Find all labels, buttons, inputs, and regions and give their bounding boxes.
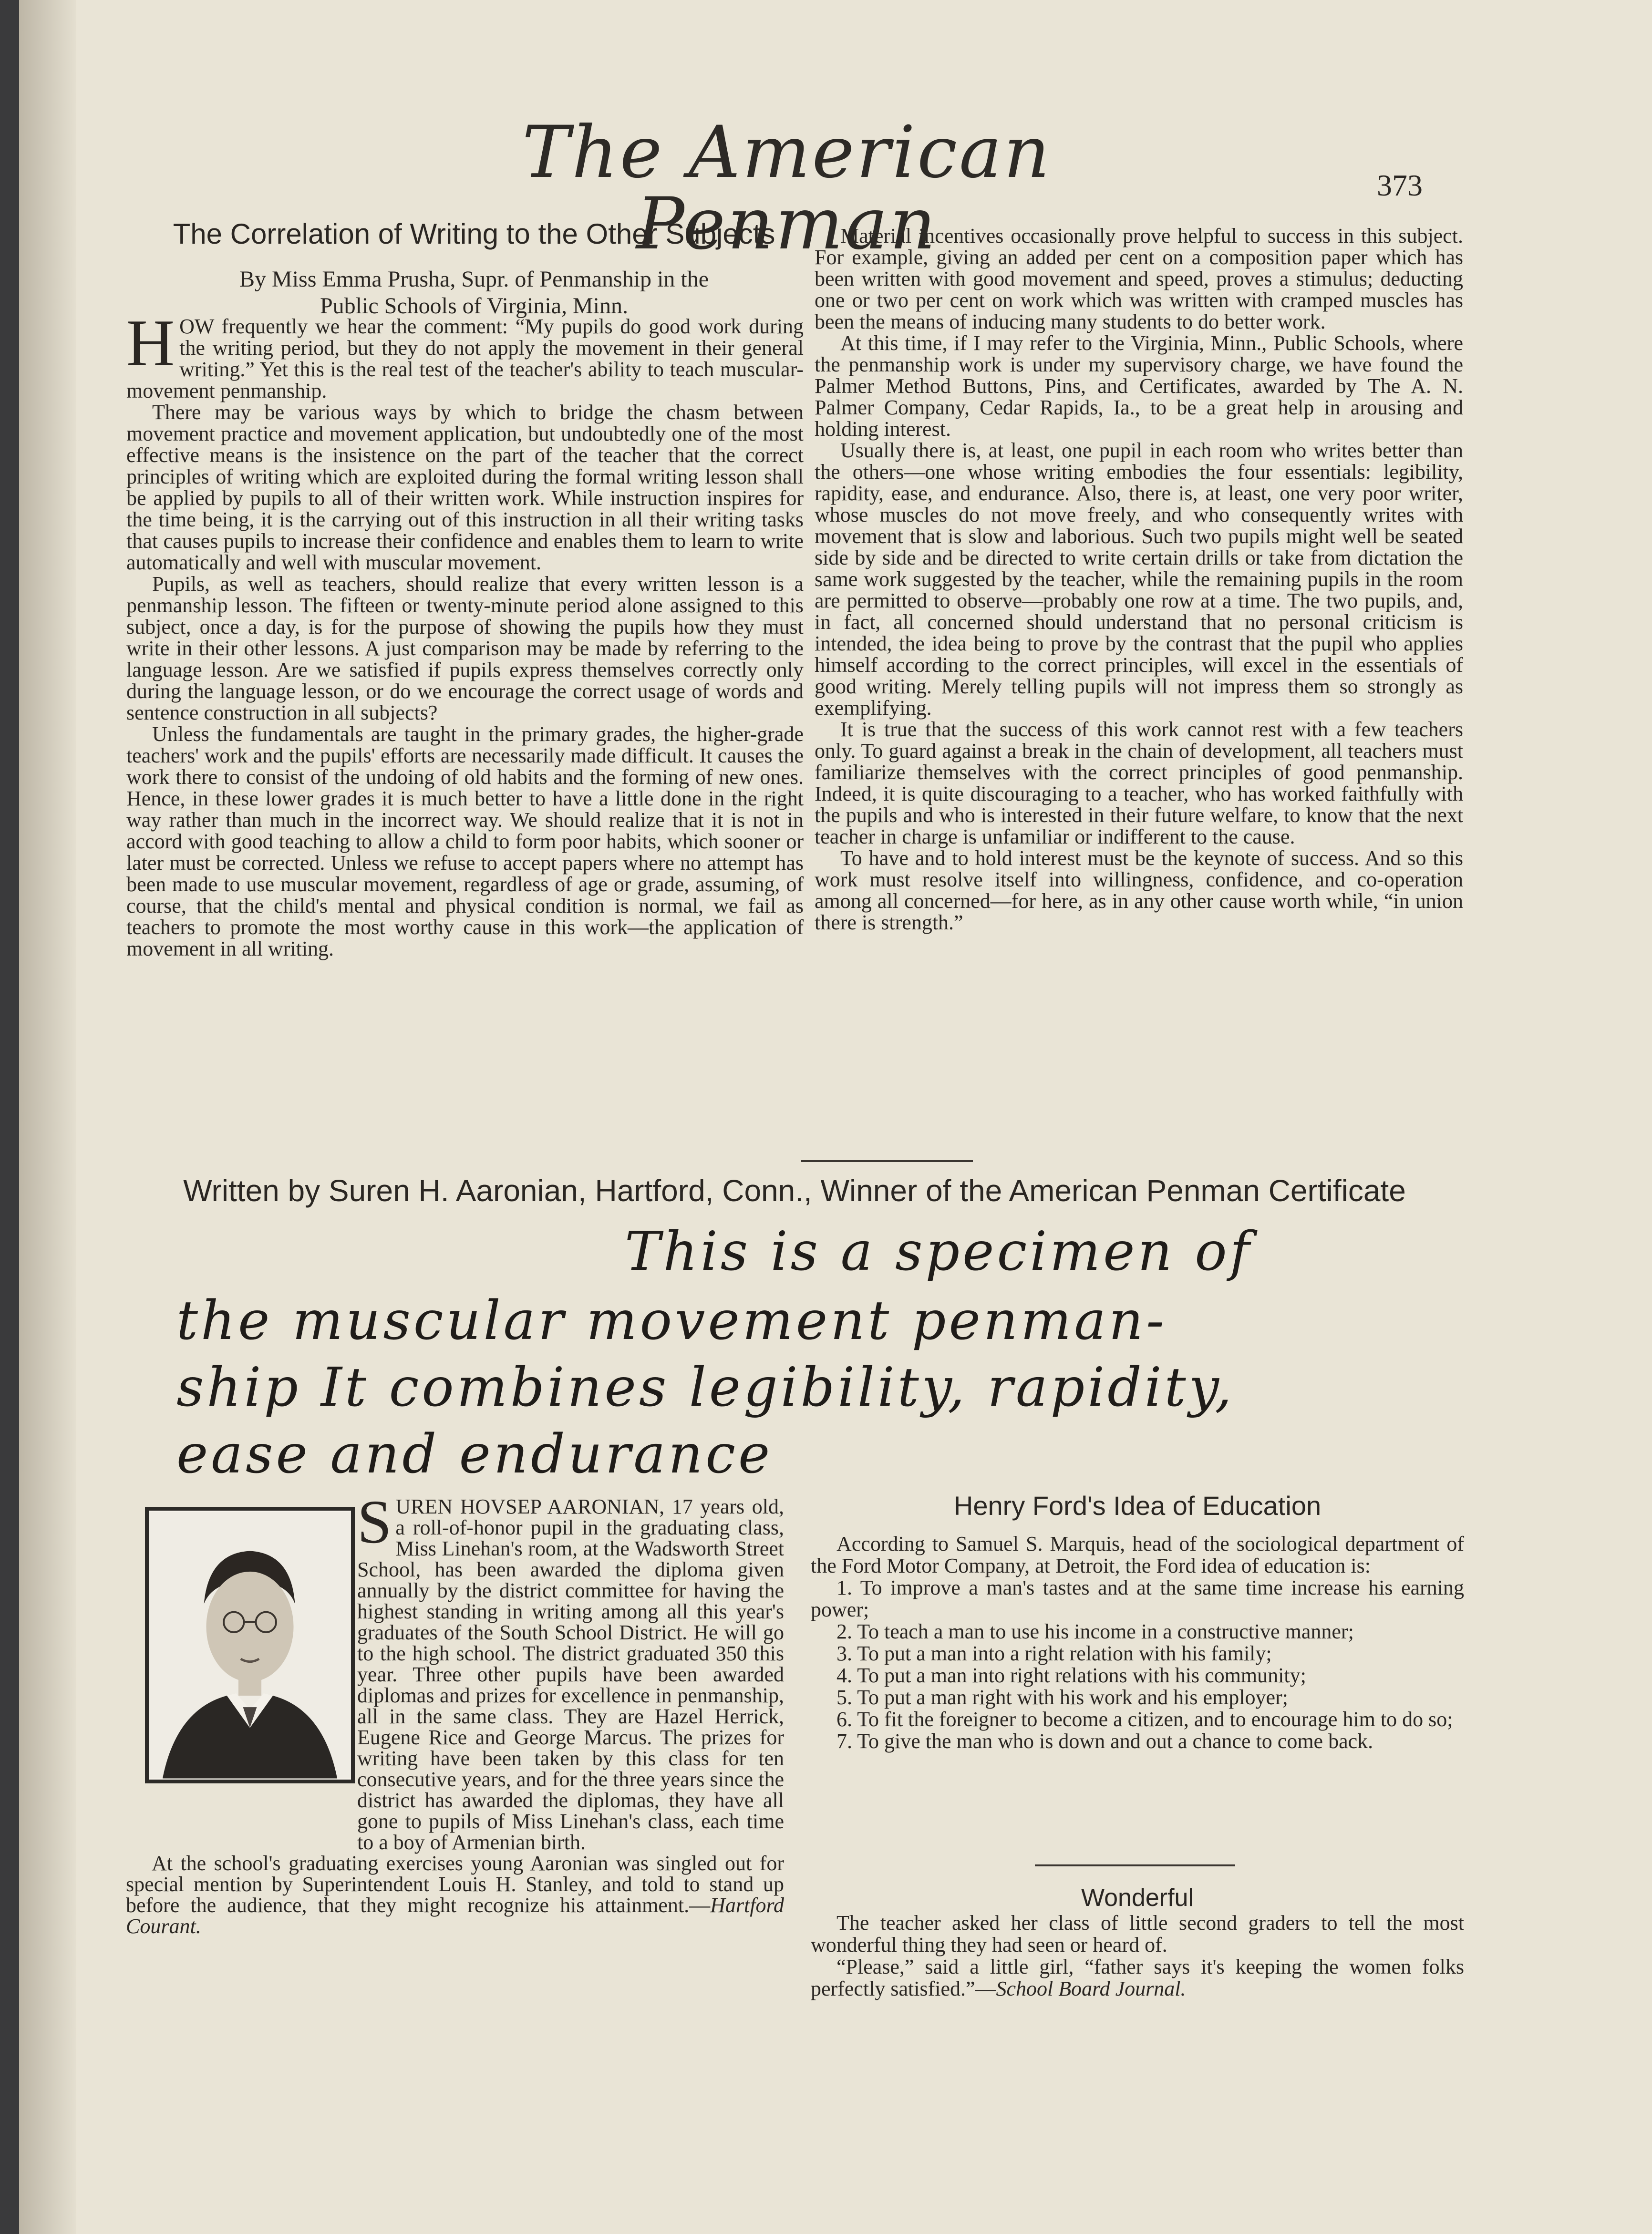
ford-article (811, 1533, 1464, 1752)
article-paragraph: Material incentives occasionally prove helpful to success in this subject. For example, giving an added per cent on a composition paper which has been written with good movement and speed, proves a stimulus; deducting one or two per cent on work which was written with cramped muscles has been the means of inducing many students to do better work. (815, 225, 1463, 333)
specimen-heading: Written by Suren H. Aaronian, Hartford, Conn., Winner of the American Penman Certificate (183, 1174, 1406, 1208)
wonderful-paragraph: The teacher asked her class of little second graders to tell the most wonderful thing they had seen or heard of. (811, 1911, 1464, 1956)
ford-heading: Henry Ford's Idea of Education (953, 1491, 1322, 1521)
page-number: 373 (1377, 168, 1423, 202)
drop-cap: S (357, 1488, 392, 1556)
specimen-line: ship It combines legibility, rapidity, (176, 1357, 1235, 1419)
article-paragraph: Pupils, as well as teachers, should realize that every written lesson is a penmanship lesson. The fifteen or twenty-minute period alone assigned to this subject, once a day, is for the purpose of showing the pupils how they must write in their other lessons. A just comparison may be made by referring to the language lesson. Are we satisfied if pupils express themselves correctly only during the language lesson, or do we encourage the correct usage of words and sentence construction in all subjects? (126, 572, 804, 724)
ford-list-item: 6. To fit the foreigner to become a citizen, and to encourage him to do so; (836, 1708, 1453, 1731)
byline-line: By Miss Emma Prusha, Supr. of Penmanship in the (239, 267, 709, 292)
ford-intro: According to Samuel S. Marquis, head of the sociological department of the Ford Motor Company, at Detroit, the Ford idea of education is: (811, 1532, 1464, 1577)
wonderful-article (811, 1912, 1464, 2000)
article-paragraph: Usually there is, at least, one pupil in each room who writes better than the others—one whose writing embodies the four essentials: legibility, rapidity, ease, and endurance. Also, there is, at least, one very poor writer, whose muscles do not move freely, and who consequently writes with movement that is slow and laborious. Such two pupils might well be seated side by side and be directed to write certain drills or take from dictation the same work suggested by the teacher, while the remaining pupils in the room are permitted to observe—probably one row at a time. The two pupils, and, in fact, all concerned should understand that no personal criticism is intended, the idea being to prove by the contrast that the pupil who applies himself according to the correct principles, will excel in the essentials of good writing. Merely telling pupils will not impress them so strongly as exemplifying. (815, 439, 1463, 720)
wonderful-paragraph: “Please,” said a little girl, “father says it's keeping the women folks perfectly satisfied.”—School Board Journal. (811, 1955, 1464, 2000)
ford-list-item: 3. To put a man into a right relation with his family; (836, 1642, 1272, 1665)
drop-cap: H (126, 316, 175, 380)
article-paragraph: It is true that the success of this work cannot rest with a few teachers only. To guard against a break in the chain of development, all teachers must familiarize themselves with the correct principles of good penmanship. Indeed, it is quite discouraging to a teacher, who has worked faithfully with the pupils and who is interested in their future welfare, to know that the next teacher in charge is unfamiliar or indifferent to the cause. (815, 718, 1463, 848)
byline-line: Public Schools of Virginia, Minn. (320, 293, 629, 319)
binding-shadow (19, 0, 76, 2234)
masthead: The American Penman (522, 111, 1052, 266)
article-byline (145, 266, 803, 319)
specimen-line: the muscular movement penman- (176, 1290, 1167, 1352)
specimen-line: This is a specimen of (625, 1221, 1253, 1283)
magazine-page (19, 0, 1652, 2234)
ford-list-item: 5. To put a man right with his work and his employer; (836, 1686, 1288, 1709)
ford-list-item: 2. To teach a man to use his income in a constructive manner; (836, 1620, 1354, 1643)
aaronian-biography (126, 1488, 784, 1938)
article-paragraph: To have and to hold interest must be the keynote of success. And so this work must resolve itself into willingness, confidence, and co-operation among all concerned—for here, as in any other cause worth while, “in union there is strength.” (815, 846, 1463, 934)
wonderful-heading: Wonderful (1081, 1884, 1194, 1912)
ford-list-item: 4. To put a man into right relations with his community; (836, 1664, 1306, 1687)
source-citation: Hartford Courant. (126, 1894, 784, 1938)
ford-list-item: 7. To give the man who is down and out a chance to come back. (836, 1730, 1373, 1753)
bio-paragraph: At the school's graduating exercises young Aaronian was singled out for special mention by Superintendent Louis H. Stanley, and told to stand up before the audience, that they might recognize his attainment.—Hartford Courant. (126, 1852, 784, 1938)
article-paragraph: HOW frequently we hear the comment: “My pupils do good work during the writing period, but they do not apply the movement in their general writing.” Yet this is the real test of the teacher's ability to teach muscular-movement penmanship. (126, 316, 804, 402)
specimen-line: ease and endurance (176, 1423, 773, 1485)
article-paragraph: At this time, if I may refer to the Virginia, Minn., Public Schools, where the penmanship work is under my supervisory charge, we have found the Palmer Method Buttons, Pins, and Certificates, awarded by The A. N. Palmer Company, Cedar Rapids, Ia., to be a great help in arousing and holding interest. (815, 331, 1463, 441)
bio-paragraph: SUREN HOVSEP AARONIAN, 17 years old, a roll-of-honor pupil in the graduating class, Miss Linehan's room, at the Wadsworth Street School, has been awarded the diploma given annually by the district committee for having the highest standing in writing among all this year's graduates of the South School District. He will go to the high school. The district graduated 350 this year. Three other pupils have been awarded diplomas and prizes for excellence in penmanship, all in the same class. They are Hazel Herrick, Eugene Rice and George Marcus. The prizes for writing have been taken by this class for ten consecutive years, and for the three years since the district has awarded the diplomas, they have all gone to pupils of Miss Linehan's class, each time to a boy of Armenian birth. (357, 1488, 784, 1854)
article-paragraph: Unless the fundamentals are taught in the primary grades, the higher-grade teachers' work and the pupils' efforts are necessarily made difficult. It causes the work there to consist of the undoing of old habits and the forming of new ones. Hence, in these lower grades it is much better to have a little done in the right way rather than much in the incorrect way. We should realize that it is not in accord with good teaching to allow a child to form poor habits, which sooner or later must be corrected. Unless we refuse to accept papers where no attempt has been made to use muscular movement, regardless of age or grade, assuming, of course, that the child's mental and physical condition is normal, we fail as teachers to promote the most worthy cause in this work—the application of movement in all writing. (126, 722, 804, 960)
ford-list-item: 1. To improve a man's tastes and at the same time increase his earning power; (811, 1576, 1464, 1621)
article-right-column (815, 225, 1463, 1160)
divider-rule (801, 1160, 973, 1162)
article-paragraph: There may be various ways by which to bridge the chasm between movement practice and movement application, but undoubtedly one of the most effective means is the insistence on the part of the teacher that the correct principles of writing which are exploited during the formal writing lesson shall be applied by pupils to all of their written work. While instruction inspires for the time being, it is the carrying out of this instruction in all their writing tasks that causes pupils to increase their confidence and enables them to learn to write automatically and well with muscular movement. (126, 401, 804, 574)
article-left-column (126, 316, 804, 1150)
source-citation: School Board Journal. (996, 1977, 1186, 2000)
divider-rule (1035, 1864, 1235, 1866)
article-title: The Correlation of Writing to the Other Subjects (173, 218, 775, 250)
